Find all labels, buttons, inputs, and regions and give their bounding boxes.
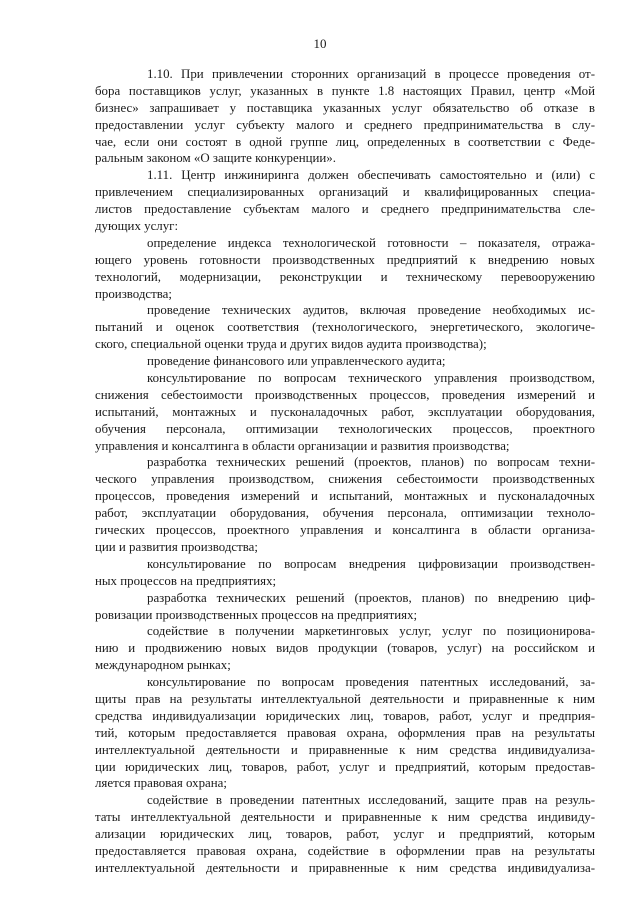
text-line: 1.11. Центр инжиниринга должен обеспечивать самостоятельно и (или) с [147, 168, 595, 183]
text-line: международном рынках; [95, 658, 231, 673]
text-line: ляется правовая охрана; [95, 776, 227, 791]
paragraph [95, 454, 595, 555]
text-line: консультирование по вопросам проведения патентных исследований, за- [147, 675, 595, 690]
text-line: дующих услуг: [95, 219, 179, 234]
text-line: пытаний и оценок соответствия (технологического, энергетического, экологиче- [95, 320, 595, 335]
paragraph [95, 235, 595, 303]
text-line: снижения себестоимости производственных процессов, проведения измерений и [95, 387, 595, 402]
text-line: предоставляется правовая охрана, содействие в оформлении прав на результаты [95, 843, 595, 858]
text-line: процессов, проведения измерений и испытаний, монтажных и пусконаладочных [95, 489, 595, 504]
text-line: технологий, модернизации, реконструкции и техническому перевооружению [95, 269, 595, 284]
text-line: бора поставщиков услуг, указанных в пункте 1.8 настоящих Правил, центр «Мой [95, 83, 595, 98]
paragraph [95, 302, 595, 353]
text-line: предоставлении услуг субъекту малого и среднего предпринимательства в слу- [95, 117, 595, 132]
paragraph [95, 167, 595, 235]
text-line: ровизации производственных процессов на предприятиях; [95, 607, 418, 622]
text-line: тий, которым предоставляется правовая охрана, оформления прав на результаты [95, 725, 595, 740]
paragraph [95, 792, 595, 876]
text-line: содействие в получении маркетинговых услуг, услуг по позиционирова- [147, 624, 595, 639]
text-line: испытаний, монтажных и пусконаладочных работ, эксплуатации оборудования, [95, 404, 595, 419]
text-line: консультирование по вопросам внедрения цифровизации производствен- [147, 556, 595, 571]
text-line: разработка технических решений (проектов, планов) по вопросам техни- [147, 455, 595, 470]
paragraph [95, 353, 595, 370]
text-line: ющего уровень готовности производственных предприятий к внедрению новых [95, 252, 595, 267]
text-line: проведение технических аудитов, включая проведение необходимых ис- [147, 303, 595, 318]
document-body [95, 66, 595, 877]
text-line: содействие в проведении патентных исследований, защите прав на резуль- [147, 793, 595, 808]
text-line: нию и продвижению новых видов продукции (товаров, услуг) на российском и [95, 641, 595, 656]
text-line: ции юридических лиц, товаров, работ, услуг и предприятий, которым предостав- [95, 759, 595, 774]
text-line: ции и развития производства; [95, 539, 258, 554]
text-line: проведение финансового или управленческого аудита; [147, 354, 446, 369]
text-line: щиты прав на результаты интеллектуальной деятельности и приравненные к ним [95, 691, 595, 706]
text-line: разработка технических решений (проектов, планов) по внедрению циф- [147, 590, 595, 605]
paragraph [95, 623, 595, 674]
paragraph [95, 370, 595, 454]
page-number: 10 [313, 36, 327, 51]
text-line: 1.10. При привлечении сторонних организаций в процессе проведения от- [147, 67, 595, 81]
paragraph [95, 556, 595, 590]
text-line: работ, эксплуатации оборудования, обучения персонала, оптимизации техноло- [95, 506, 595, 521]
text-line: управления и консалтинга в области организации и развития производства; [95, 438, 510, 453]
text-line: ральным законом «О защите конкуренции». [95, 151, 336, 166]
text-line: интеллектуальной деятельности и приравненные к ним средства индивидуализа- [95, 860, 595, 875]
text-line: привлечением специализированных организаций и квалифицированных специа- [95, 185, 595, 200]
text-line: ализации юридических лиц, товаров, работ, услуг и предприятий, которым [95, 827, 595, 842]
paragraph [95, 674, 595, 792]
paragraph [95, 590, 595, 624]
text-line: ческого управления производством, снижения себестоимости производственных [95, 472, 595, 487]
text-line: интеллектуальной деятельности и приравненные к ним средства индивидуализа- [95, 742, 595, 757]
text-line: ных процессов на предприятиях; [95, 573, 277, 588]
text-line: листов предоставление субъектам малого и среднего предпринимательства сле- [95, 202, 595, 217]
text-line: бизнес» запрашивает у поставщика указанных услуг обязательство об отказе в [95, 100, 595, 115]
text-line: производства; [95, 286, 172, 301]
text-line: гических процессов, проектного управления и консалтинга в области организа- [95, 523, 595, 538]
text-line: консультирование по вопросам технического управления производством, [147, 371, 595, 386]
text-line: таты интеллектуальной деятельности и приравненные к ним средства индивиду- [95, 810, 595, 825]
text-line: средства индивидуализации юридических лиц, товаров, работ, услуг и предприя- [95, 708, 595, 723]
text-line: обучения персонала, оптимизации технологических процессов, проектного [95, 421, 595, 436]
text-line: чае, если они состоят в одной группе лиц, определенных в соответствии с Феде- [95, 134, 595, 149]
text-line: определение индекса технологической готовности – показателя, отража- [147, 235, 595, 250]
paragraph [95, 66, 595, 167]
text-line: ского, специальной оценки труда и других видов аудита производства); [95, 337, 487, 352]
